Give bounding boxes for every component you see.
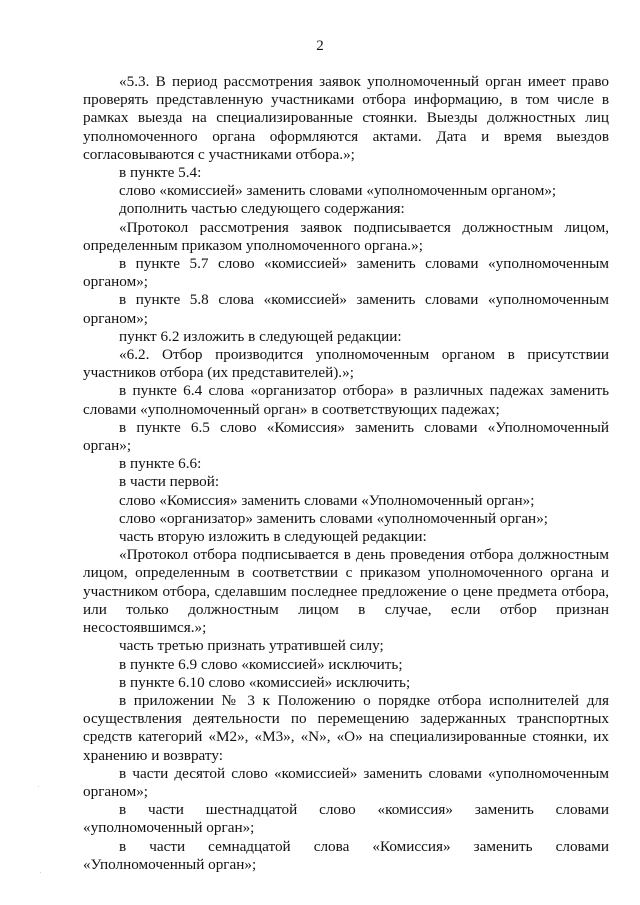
paragraph-item-6-6: в пункте 6.6: <box>119 455 202 473</box>
paragraph-replace-commission: слово «комиссией» заменить словами «уполномоченным органом»; <box>119 182 557 200</box>
document-body <box>83 73 609 874</box>
paragraph-appendix-3: в приложении № 3 к Положению о порядке отбора исполнителей для осуществления деятельности по перемещению задержанных транспортных средств категорий «М2», «М3», «N», «О» на специализированные стоянки, их хранению и возврату: <box>83 691 609 764</box>
paragraph-item-6-9: в пункте 6.9 слово «комиссией» исключить; <box>119 655 403 673</box>
paragraph-item-6-10: в пункте 6.10 слово «комиссией» исключить; <box>119 673 411 691</box>
page-number: 2 <box>316 38 324 54</box>
paragraph-protocol-review: «Протокол рассмотрения заявок подписывается должностным лицом, определенным приказом уполномоченного органа.»; <box>83 218 609 254</box>
paragraph-part-three: часть третью признать утратившей силу; <box>119 637 384 655</box>
paragraph-item-5-7: в пункте 5.7 слово «комиссией» заменить словами «уполномоченным органом»; <box>83 255 609 291</box>
paragraph-add-part: дополнить частью следующего содержания: <box>119 200 405 218</box>
paragraph-protocol-selection: «Протокол отбора подписывается в день проведения отбора должностным лицом, определенным в соответствии с приказом уполномоченного органа и участником отбора, сделавшим последнее предложение о цене предмета отбора, или только должностным лицом в случае, если отбор признан несостоявшимся.»; <box>83 546 609 637</box>
scan-speck <box>38 786 39 787</box>
scan-speck <box>40 872 41 873</box>
paragraph-part-sixteen: в части шестнадцатой слово «комиссия» заменить словами «уполномоченный орган»; <box>83 801 609 837</box>
paragraph-item-6-5: в пункте 6.5 слово «Комиссия» заменить словами «Уполномоченный орган»; <box>83 418 609 455</box>
paragraph-replace-commission-cap: слово «Комиссия» заменить словами «Уполномоченный орган»; <box>119 491 535 509</box>
paragraph-6-2: «6.2. Отбор производится уполномоченным органом в присутствии участников отбора (их представителей).»; <box>83 346 609 382</box>
paragraph-5-3: «5.3. В период рассмотрения заявок уполномоченный орган имеет право проверять представленную участниками отбора информацию, в том числе в рамках выезда на специализированные стоянки. Выезды должностных лиц уполномоченного органа оформляются актами. Дата и время выездов согласовываются с участниками отбора.»; <box>83 73 609 163</box>
paragraph-part-one: в части первой: <box>119 473 220 491</box>
paragraph-replace-organizer: слово «организатор» заменить словами «уполномоченный орган»; <box>119 509 549 527</box>
paragraph-part-two-intro: часть вторую изложить в следующей редакции: <box>119 528 427 546</box>
paragraph-item-6-4: в пункте 6.4 слова «организатор отбора» в различных падежах заменить словами «уполномоченный орган» в соответствующих падежах; <box>83 382 609 418</box>
paragraph-item-5-8: в пункте 5.8 слова «комиссией» заменить словами «уполномоченным органом»; <box>83 291 609 327</box>
paragraph-part-seventeen: в части семнадцатой слова «Комиссия» заменить словами «Уполномоченный орган»; <box>83 837 609 873</box>
paragraph-item-6-2-intro: пункт 6.2 изложить в следующей редакции: <box>119 327 402 345</box>
paragraph-item-5-4: в пункте 5.4: <box>119 164 202 182</box>
paragraph-part-ten: в части десятой слово «комиссией» заменить словами «уполномоченным органом»; <box>83 764 609 800</box>
